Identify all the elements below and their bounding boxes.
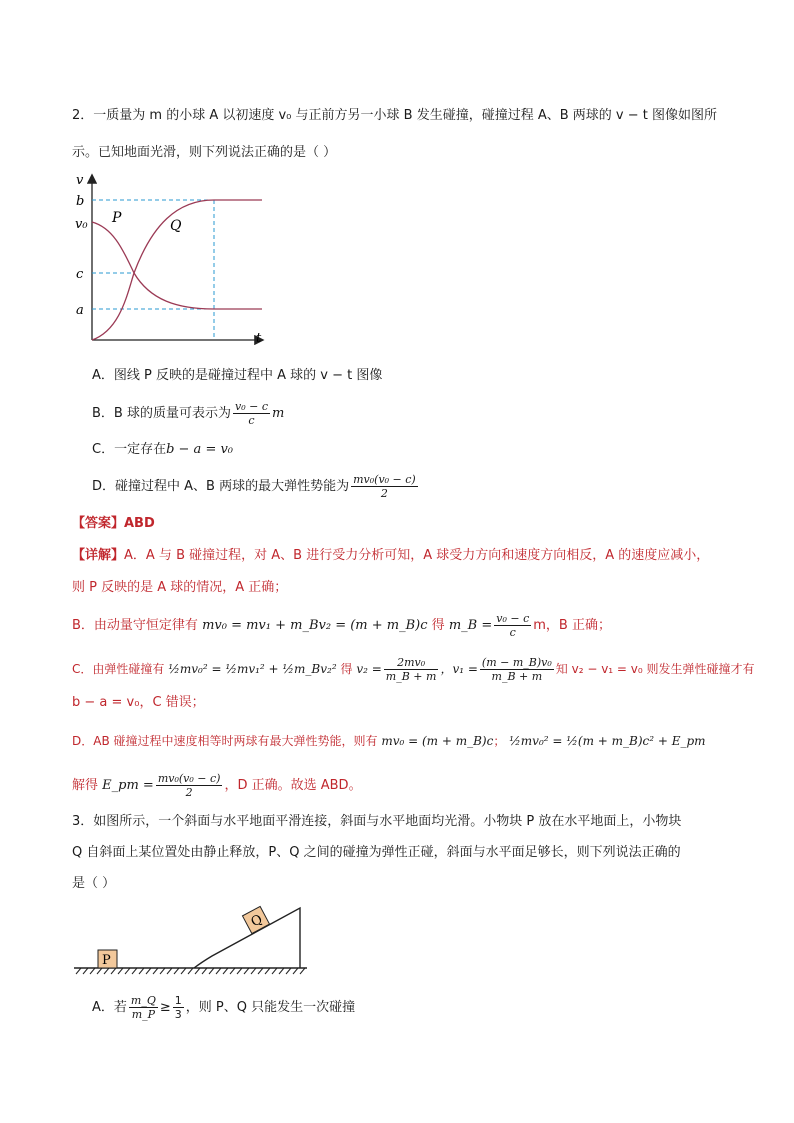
q3-stem-line3: 是（ ） [72,876,116,891]
q2-option-c [92,440,233,460]
block-p-label: P [102,953,111,968]
label-curve-p: P [112,210,122,226]
option-c-prefix: C．一定存在 [92,442,167,457]
incline-figure [72,900,312,980]
label-axis-v: v [76,173,84,188]
detail-line6 [72,731,706,751]
detail-l4-prefix: C．由弹性碰撞有 [72,662,165,676]
q2-option-d [92,473,420,500]
q2-option-a: A．图线 P 反映的是碰撞过程中 A 球的 v − t 图像 [92,368,383,383]
detail-line2: 则 P 反映的是 A 球的情况，A 正确； [72,580,288,595]
q2-stem-line1: 2．一质量为 m 的小球 A 以初速度 v₀ 与正前方另一小球 B 发生碰撞，碰撞过程 A、B 两球的 v − t 图像如图所 [72,108,717,123]
detail-l7-den: 2 [185,786,193,799]
q3-option-a-suffix: ，则 P、Q 只能发生一次碰撞 [185,1000,356,1015]
detail-l3-num: v₀ − c [496,612,530,625]
detail-l4-v2-den: m_B + m [385,670,437,683]
q3-option-a-rfraction [173,994,184,1021]
q3-stem-line1: 3．如图所示，一个斜面与水平地面平滑连接，斜面与水平地面均光滑。小物块 P 放在水平地面上，小物块 [72,814,682,829]
option-b-num: v₀ − c [234,400,268,413]
detail-l4-v2: v₂ = [356,662,382,676]
detail-l4-v1-num: (m − m_B)v₀ [481,656,552,669]
detail-tag: 【详解】 [72,548,125,563]
detail-l3-fraction [494,612,531,639]
detail-l6-prefix: D．AB 碰撞过程中速度相等时两球有最大弹性势能，则有 [72,734,378,748]
detail-l4-v2-num: 2mv₀ [384,656,439,670]
detail-l3-suffix: m，B 正确； [533,618,611,633]
detail-l4-mid: 得 [340,662,353,676]
q3-option-a-num: m_Q [130,994,156,1007]
detail-l6-sep: ； [493,734,506,748]
option-d-prefix: D．碰撞过程中 A、B 两球的最大弹性势能为 [92,479,350,494]
q2-option-b [92,400,284,427]
option-b-suffix: m [271,406,285,421]
detail-l3-expr: mv₀ = mv₁ + m_Bv₂ = (m + m_B)c [202,618,428,633]
label-a: a [76,303,84,318]
detail-l3-lhs: m_B = [448,618,493,633]
detail-l7-num: mv₀(v₀ − c) [157,772,221,785]
q3-stem-line2: Q 自斜面上某位置处由静止释放，P、Q 之间的碰撞为弹性正碰，斜面与水平面足够长，则下列说法正确的 [72,845,681,860]
detail-l7-prefix: 解得 [72,778,99,793]
detail-line4 [72,656,755,683]
detail-l1-text: A．A 与 B 碰撞过程，对 A、B 进行受力分析可知，A 球受力方向和速度方向相反，A 的速度应减小， [124,548,710,563]
option-d-den: 2 [380,487,388,500]
detail-line1 [72,546,709,566]
detail-l3-mid: 得 [431,618,445,633]
detail-line5: b − a = v₀，C 错误； [72,695,205,710]
label-b: b [76,194,85,209]
option-c-expr: b − a = v₀ [166,442,234,457]
detail-line3 [72,612,611,639]
label-curve-q: Q [170,218,182,234]
curve-p [92,222,262,309]
label-axis-t: t [256,331,262,346]
q3-option-a-fraction [129,994,158,1021]
detail-l4-v2-fraction [384,656,439,683]
detail-l4-expr: ½mv₀² = ½mv₁² + ½m_Bv₂² [168,662,337,676]
q3-option-a [92,994,355,1021]
q2-stem-line2: 示。已知地面光滑，则下列说法正确的是（ ） [72,145,337,160]
block-q-label: Q [248,912,266,931]
option-d-num: mv₀(v₀ − c) [353,473,416,486]
option-d-fraction [351,473,418,500]
option-b-prefix: B．B 球的质量可表示为 [92,406,231,421]
detail-line7 [72,772,362,799]
detail-l6-expr1: mv₀ = (m + m_B)c [381,734,494,748]
detail-l7-suffix: ，D 正确。故选 ABD。 [224,778,362,793]
label-v0: v₀ [75,217,88,232]
q3-option-a-rnum: 1 [174,994,182,1007]
option-b-fraction [233,400,270,427]
label-c: c [76,267,84,282]
ground-hatching [76,968,305,974]
detail-l3-prefix: B．由动量守恒定律有 [72,618,198,633]
detail-l6-expr2: ½mv₀² = ½(m + m_B)c² + E_pm [509,734,706,748]
detail-l4-v1: ，v₁ = [440,662,478,676]
vt-graph [72,170,272,355]
detail-l4-suffix: 知 v₂ − v₁ = v₀ 则发生弹性碰撞才有 [555,662,755,676]
q3-option-a-rden: 3 [174,1008,182,1021]
detail-l7-fraction [156,772,223,799]
q3-option-a-den: m_P [131,1008,156,1021]
detail-l3-den: c [509,626,516,639]
q3-option-a-prefix: A．若 [92,1000,127,1015]
detail-l7-lhs: E_pm = [102,778,154,793]
q3-option-a-rel: ≥ [159,1000,171,1015]
detail-l4-v1-den: m_B + m [491,670,543,683]
option-b-den: c [248,414,255,427]
detail-l4-v1-fraction [480,656,554,683]
q2-answer: 【答案】ABD [72,516,155,531]
